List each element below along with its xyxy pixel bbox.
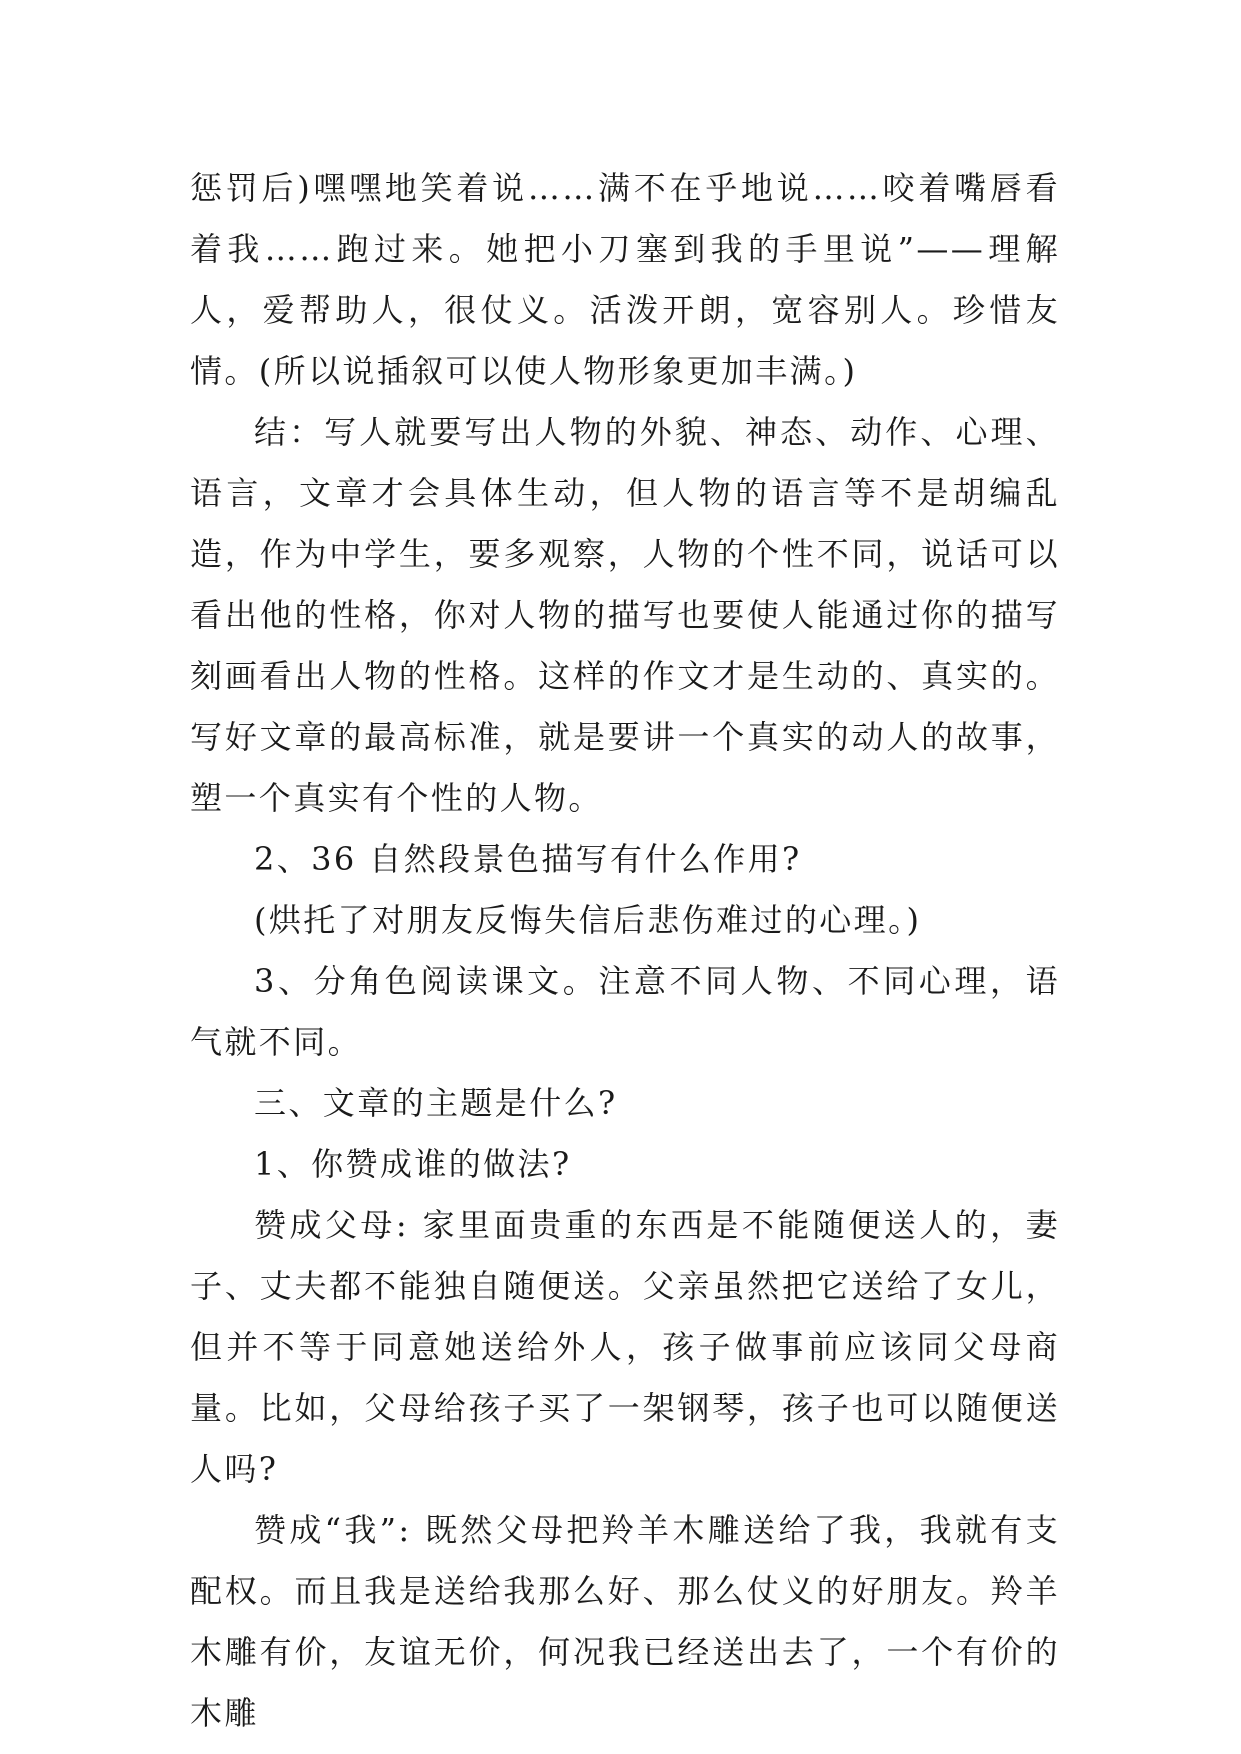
paragraph-2: 结：写人就要写出人物的外貌、神态、动作、心理、语言，文章才会具体生动，但人物的语言等不是胡编乱造，作为中学生，要多观察，人物的个性不同，说话可以看出他的性格，你对人物的描写也要使人能通过你的描写刻画看出人物的性格。这样的作文才是生动的、真实的。写好文章的最高标准，就是要讲一个真实的动人的故事，塑一个真实有个性的人物。	[190, 413, 1060, 817]
paragraph-6: 三、文章的主题是什么?	[254, 1084, 618, 1122]
paragraph-8: 赞成父母: 家里面贵重的东西是不能随便送人的，妻子、丈夫都不能独自随便送。父亲虽然把它送给了女儿，但并不等于同意她送给外人，孩子做事前应该同父母商量。比如，父母给孩子买了一架钢琴，孩子也可以随便送人吗?	[190, 1206, 1060, 1488]
paragraph-1: 惩罚后)嘿嘿地笑着说……满不在乎地说……咬着嘴唇看着我……跑过来。她把小刀塞到我的手里说”——理解人，爱帮助人，很仗义。活泼开朗，宽容别人。珍惜友情。(所以说插叙可以使人物形象更加丰满。)	[190, 169, 1060, 390]
paragraph-3: 2、36 自然段景色描写有什么作用?	[254, 840, 802, 878]
paragraph-9: 赞成“我”: 既然父母把羚羊木雕送给了我，我就有支配权。而且我是送给我那么好、那么仗义的好朋友。羚羊木雕有价，友谊无价，何况我已经送出去了，一个有价的木雕	[190, 1511, 1060, 1732]
paragraph-5: 3、分角色阅读课文。注意不同人物、不同心理，语气就不同。	[190, 962, 1060, 1061]
paragraph-4: (烘托了对朋友反悔失信后悲伤难过的心理。)	[254, 901, 922, 939]
paragraph-7: 1、你赞成谁的做法?	[254, 1145, 572, 1183]
document-page	[190, 158, 1060, 1744]
